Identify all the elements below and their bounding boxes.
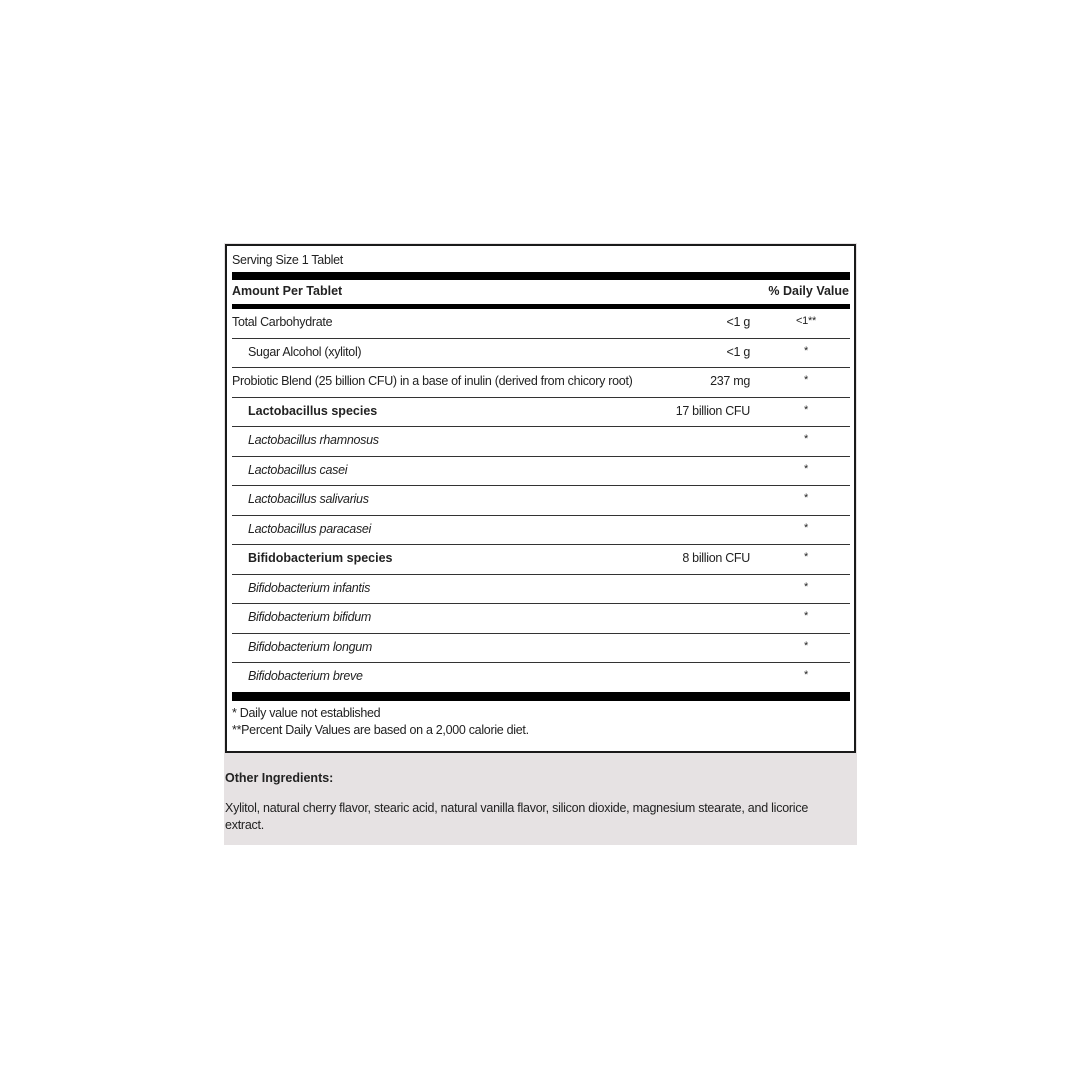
ingredient-amount: <1 g [726, 344, 750, 359]
ingredient-name: Lactobacillus casei [248, 462, 348, 477]
ingredient-daily-value: <1** [796, 315, 816, 327]
supplement-facts-table [225, 244, 856, 753]
table-row [232, 516, 850, 546]
ingredient-name: Sugar Alcohol (xylitol) [248, 344, 362, 359]
table-row [232, 575, 850, 605]
ingredient-name: Lactobacillus rhamnosus [248, 433, 379, 447]
ingredient-name: Bifidobacterium breve [248, 669, 363, 683]
other-ingredients-text: Xylitol, natural cherry flavor, stearic acid, natural vanilla flavor, silicon dioxide, magnesium stearate, and licorice extract. [225, 801, 809, 832]
table-row [232, 486, 850, 516]
ingredient-name: Lactobacillus paracasei [248, 521, 372, 536]
table-row [232, 604, 850, 634]
table-row [232, 339, 850, 369]
table-row [232, 545, 850, 575]
ingredient-daily-value: * [804, 374, 808, 386]
ingredient-name: Total Carbohydrate [232, 315, 333, 329]
ingredient-daily-value: * [804, 580, 808, 593]
table-row [232, 427, 850, 457]
footnote-daily-value: * Daily value not established [232, 706, 381, 720]
ingredient-daily-value: * [804, 639, 808, 652]
ingredient-daily-value: * [804, 403, 808, 416]
ingredient-daily-value: * [804, 551, 808, 563]
supplement-info-panel [224, 243, 857, 845]
divider-bar-top [232, 272, 850, 280]
ingredient-name: Bifidobacterium bifidum [248, 610, 372, 624]
divider-bar-bottom [232, 692, 850, 701]
ingredient-amount: <1 g [726, 315, 750, 329]
ingredient-amount: 237 mg [710, 374, 750, 388]
table-row [232, 634, 850, 664]
ingredient-name: Bifidobacterium longum [248, 639, 373, 654]
daily-value-header: % Daily Value [768, 284, 849, 298]
ingredient-daily-value: * [804, 521, 808, 534]
nutrient-rows [232, 309, 850, 692]
table-row [232, 368, 850, 398]
other-ingredients-title: Other Ingredients: [225, 771, 334, 785]
ingredient-daily-value: * [804, 610, 808, 622]
ingredient-daily-value: * [804, 344, 808, 357]
ingredient-daily-value: * [804, 462, 808, 475]
table-row [232, 398, 850, 428]
ingredient-name: Lactobacillus species [248, 403, 378, 418]
ingredient-name: Bifidobacterium species [248, 551, 393, 565]
ingredient-name: Bifidobacterium infantis [248, 580, 371, 595]
ingredient-daily-value: * [804, 669, 808, 681]
ingredient-daily-value: * [804, 492, 808, 504]
ingredient-amount: 8 billion CFU [682, 551, 750, 565]
footnote-calorie-diet: **Percent Daily Values are based on a 2,000 calorie diet. [232, 723, 529, 737]
ingredient-daily-value: * [804, 433, 808, 445]
serving-size: Serving Size 1 Tablet [232, 253, 343, 267]
ingredient-name: Probiotic Blend (25 billion CFU) in a base of inulin (derived from chicory root) [232, 374, 633, 388]
amount-per-header: Amount Per Tablet [232, 284, 343, 298]
table-row [232, 309, 850, 339]
table-row [232, 457, 850, 487]
ingredient-name: Lactobacillus salivarius [248, 492, 369, 506]
table-row [232, 663, 850, 692]
ingredient-amount: 17 billion CFU [675, 403, 750, 418]
